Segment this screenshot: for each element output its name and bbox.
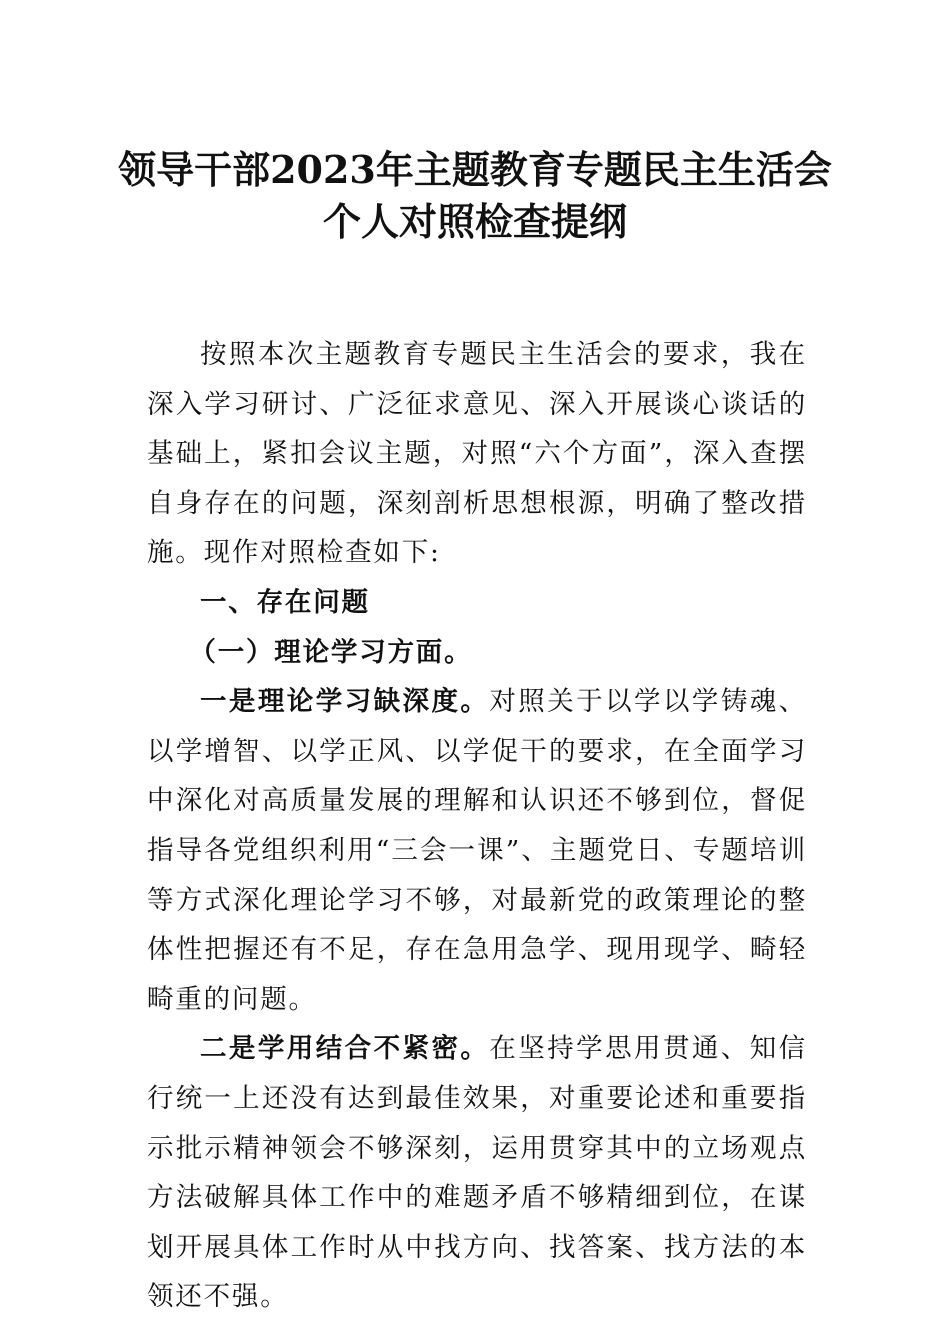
section-heading-problems: 一、存在问题	[200, 586, 370, 618]
intro-paragraph: 按照本次主题教育专题民主生活会的要求，我在深入学习研讨、广泛征求意见、深入开展谈心谈话的基础上，紧扣会议主题，对照“六个方面”，深入查摆自身存在的问题，深刻剖析思想根源，明确了整改措施。现作对照检查如下:	[147, 339, 807, 569]
point-paragraph-1	[147, 677, 807, 1024]
point-2-lead: 二是学用结合不紧密。	[200, 1033, 490, 1065]
subsection-heading-theory: （一）理论学习方面。	[189, 636, 473, 668]
document-body	[147, 330, 807, 1322]
point-2-text: 在坚持学思用贯通、知信行统一上还没有达到最佳效果，对重要论述和重要指示批示精神领会不够深刻，运用贯穿其中的立场观点方法破解具体工作中的难题矛盾不够精细到位，在谋划开展具体工作时从中找方向、找答案、找方法的本领还不强。	[147, 1033, 807, 1313]
point-1-text: 对照关于以学以学铸魂、以学增智、以学正风、以学促干的要求，在全面学习中深化对高质量发展的理解和认识还不够到位，督促指导各党组织利用“三会一课”、主题党日、专题培训等方式深化理论学习不够，对最新党的政策理论的整体性把握还有不足，存在急用急学、现用现学、畸轻畸重的问题。	[147, 686, 807, 1015]
point-paragraph-2	[147, 1024, 807, 1322]
document-title-line1: 领导干部2023年主题教育专题民主生活会	[118, 147, 832, 192]
point-1-lead: 一是理论学习缺深度。	[200, 686, 490, 718]
document-title-line2: 个人对照检查提纲	[322, 199, 627, 244]
